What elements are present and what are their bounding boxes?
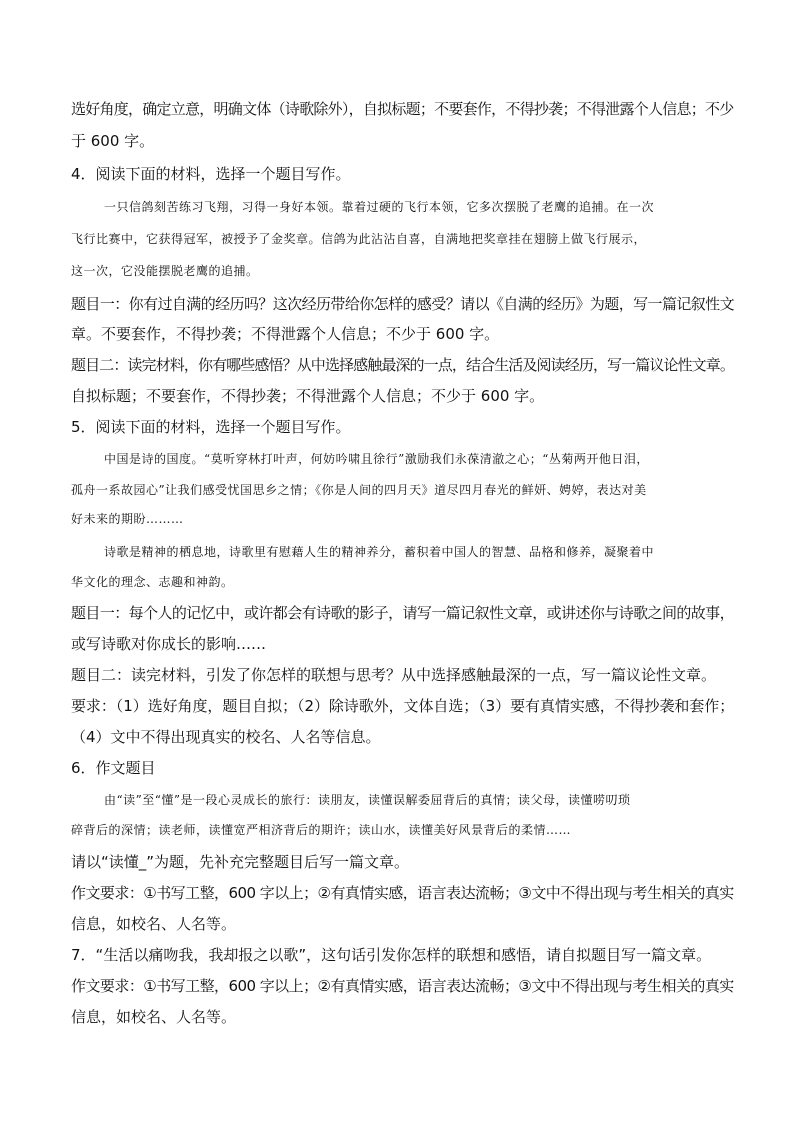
text-line: 要求：（1）选好角度，题目自拟；（2）除诗歌外，文体自选；（3）要有真情实感，不得抄袭和套作； <box>71 697 735 715</box>
material-text-line: 孤舟一系故园心”让我们感受忧国思乡之情；《你是人间的四月天》道尽四月春光的鲜妍、娉婷，表达对美 <box>71 483 647 497</box>
text-line: 作文要求：①书写工整，600 字以上；②有真情实感，语言表达流畅；③文中不得出现与考生相关的真实 <box>71 977 734 995</box>
text-line: 信息，如校名、人名等。 <box>71 1008 237 1026</box>
material-text-line: 中国是诗的国度。“莫听穿林打叶声，何妨吟啸且徐行”激励我们永葆清澈之心；“丛菊两开他日泪， <box>104 452 649 466</box>
text-line: 请以“读懂_”为题，先补充完整题目后写一篇文章。 <box>71 853 410 871</box>
material-text-line: 这一次，它没能摆脱老鹰的追捕。 <box>71 264 259 278</box>
text-line: 作文要求：①书写工整，600 字以上；②有真情实感，语言表达流畅；③文中不得出现与考生相关的真实 <box>71 884 734 902</box>
material-text-line: 一只信鸽刻苦练习飞翔，习得一身好本领。靠着过硬的飞行本领，它多次摆脱了老鹰的追捕。在一次 <box>104 200 655 214</box>
text-line: 章。不要套作，不得抄袭；不得泄露个人信息；不少于 600 字。 <box>71 325 500 343</box>
text-line: 或写诗歌对你成长的影响…… <box>71 635 267 653</box>
text-line: 题目二：读完材料，引发了你怎样的联想与思考？从中选择感触最深的一点，写一篇议论性文章。 <box>71 666 717 684</box>
question-6-heading: 6．作文题目 <box>71 759 156 777</box>
material-text-line: 好未来的期盼……… <box>71 512 184 526</box>
text-line: 题目一：每个人的记忆中，或许都会有诗歌的影子，请写一篇记叙性文章，或讲述你与诗歌之间的故事， <box>71 604 735 622</box>
text-line: 信息，如校名、人名等。 <box>71 915 237 933</box>
question-7-heading: 7．“生活以痛吻我，我却报之以歌”，这句话引发你怎样的联想和感悟，请自拟题目写一篇文章。 <box>71 946 712 964</box>
text-line: 于 600 字。 <box>71 132 155 150</box>
text-line: 题目一：你有过自满的经历吗？这次经历带给你怎样的感受？请以《自满的经历》为题，写一篇记叙性文 <box>71 295 735 313</box>
material-text-line: 华文化的理念、志趣和神韵。 <box>71 575 234 589</box>
material-text-line: 由“读”至“懂”是一段心灵成长的旅行：读朋友，读懂误解委屈背后的真情；读父母，读懂唠叨琐 <box>104 793 631 807</box>
question-5-heading: 5．阅读下面的材料，选择一个题目写作。 <box>71 418 351 436</box>
text-line: 题目二：读完材料，你有哪些感悟？从中选择感触最深的一点，结合生活及阅读经历，写一篇议论性文章。 <box>71 356 735 374</box>
material-text-line: 碎背后的深情；读老师，读懂宽严相济背后的期许；读山水，读懂美好风景背后的柔情…… <box>71 823 572 837</box>
text-line: 自拟标题；不要套作，不得抄袭；不得泄露个人信息；不少于 600 字。 <box>71 387 545 405</box>
question-4-heading: 4．阅读下面的材料，选择一个题目写作。 <box>71 165 351 183</box>
material-text-line: 诗歌是精神的栖息地，诗歌里有慰藉人生的精神养分，蓄积着中国人的智慧、品格和修养，凝聚着中 <box>104 545 655 559</box>
material-text-line: 飞行比赛中，它获得冠军，被授予了金奖章。信鸽为此沾沾自喜，自满地把奖章挂在翅膀上做飞行展示， <box>71 232 647 246</box>
text-line: （4）文中不得出现真实的校名、人名等信息。 <box>71 728 381 746</box>
text-line: 选好角度，确定立意，明确文体（诗歌除外），自拟标题；不要套作，不得抄袭；不得泄露个人信息；不少 <box>71 100 734 118</box>
